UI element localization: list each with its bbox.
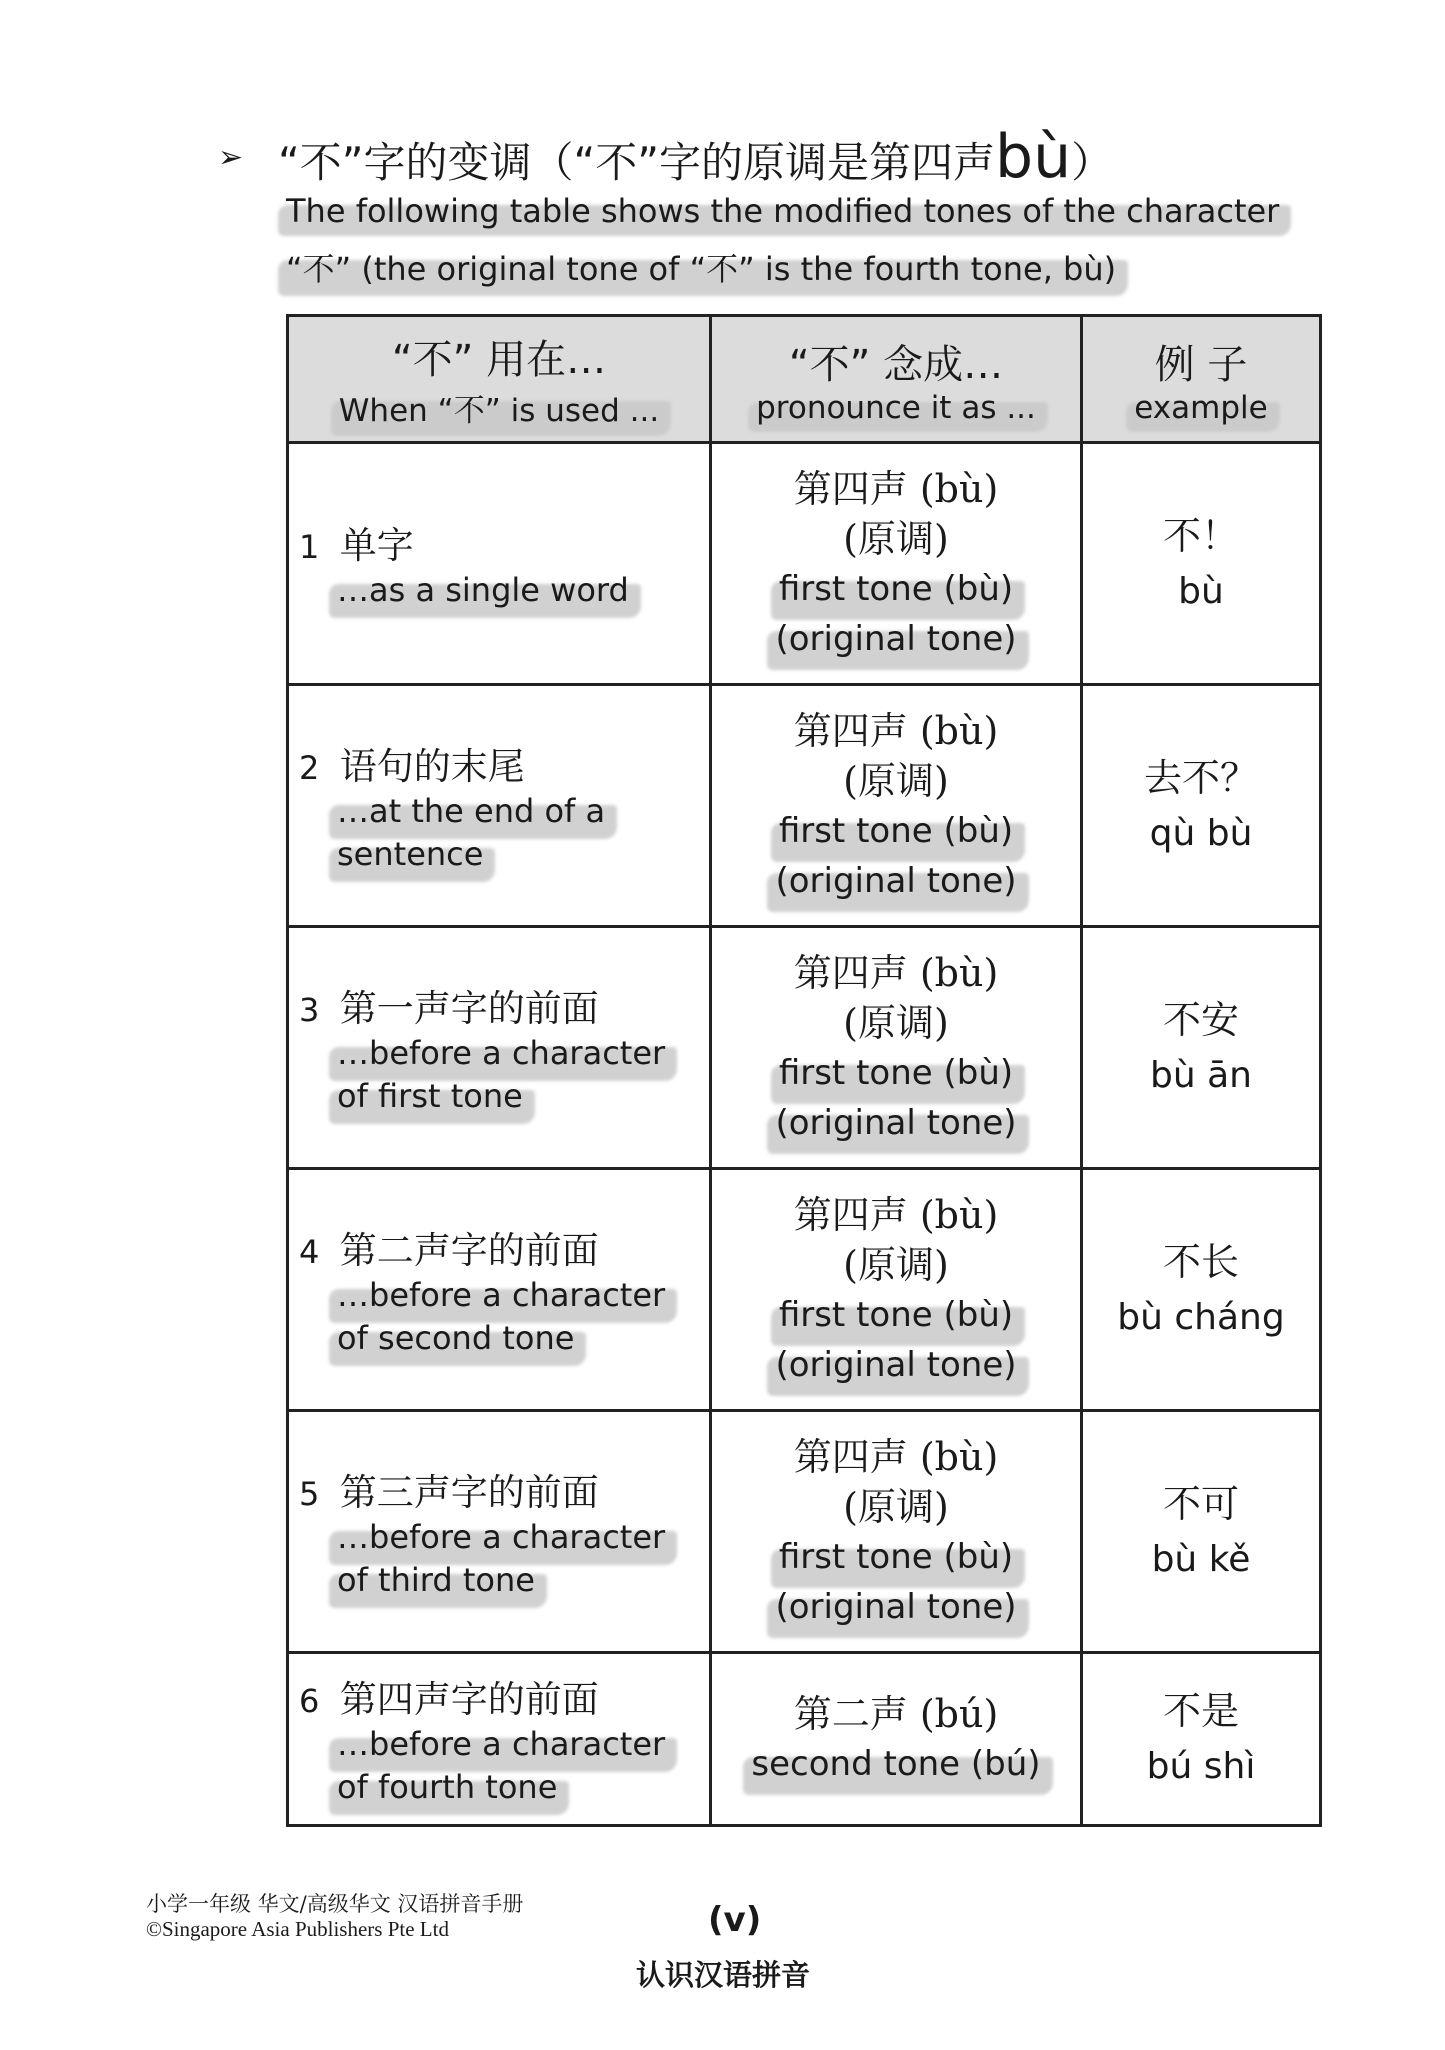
tone-en: first tone (bù) <box>779 1532 1013 1582</box>
row-number: 2 <box>299 748 320 787</box>
tone-zh: 第四声 (bù) <box>793 466 999 511</box>
pronunciation-cell <box>711 443 1082 685</box>
usage-en: of first tone <box>337 1075 523 1118</box>
row-number: 3 <box>299 990 320 1029</box>
row-number: 5 <box>299 1474 320 1513</box>
header-pronounce-as: “不” 念成… pronounce it as ... <box>711 316 1082 443</box>
tone-original-zh: (原调) <box>843 516 949 561</box>
usage-cell <box>288 1411 711 1653</box>
tone-zh: 第二声 (bú) <box>793 1692 999 1736</box>
pronunciation-cell <box>711 927 1082 1169</box>
pronunciation-cell <box>711 1169 1082 1411</box>
tone-en-note: (original tone) <box>775 856 1016 906</box>
example-zh: 不长 <box>1162 1239 1239 1284</box>
tone-sandhi-table <box>286 314 1322 1827</box>
example-pinyin: bù <box>1178 570 1224 612</box>
page-number: (v) <box>708 1900 762 1940</box>
example-zh: 去不？ <box>1143 755 1258 800</box>
row-number: 1 <box>299 528 320 566</box>
usage-en: …before a character <box>337 1723 665 1766</box>
row-number: 4 <box>299 1232 320 1271</box>
table-header-row <box>288 316 1321 443</box>
tone-zh: 第四声 (bù) <box>793 708 999 753</box>
copyright: ©Singapore Asia Publishers Pte Ltd <box>146 1917 449 1941</box>
example-pinyin: bù kě <box>1151 1538 1251 1580</box>
tone-en: first tone (bù) <box>779 806 1013 856</box>
table-row <box>288 1653 1321 1826</box>
table-row <box>288 1169 1321 1411</box>
usage-en: …at the end of a <box>337 790 605 833</box>
header-example: 例 子 example <box>1082 316 1321 443</box>
tone-zh: 第四声 (bù) <box>793 1192 999 1237</box>
tone-zh: 第四声 (bù) <box>793 950 999 995</box>
table-row <box>288 927 1321 1169</box>
heading-text: “不”字的变调（“不”字的原调是第四声 <box>278 138 996 187</box>
usage-cell <box>288 927 711 1169</box>
table-row <box>288 443 1321 685</box>
usage-cell <box>288 1169 711 1411</box>
tone-en-note: (original tone) <box>775 1340 1016 1390</box>
example-pinyin: bù cháng <box>1117 1296 1285 1338</box>
usage-en: …before a character <box>337 1032 665 1075</box>
example-zh: 不是 <box>1162 1689 1239 1733</box>
usage-en: of second tone <box>337 1317 574 1360</box>
example-pinyin: bù ān <box>1150 1054 1252 1096</box>
tone-original-zh: (原调) <box>843 1242 949 1287</box>
example-zh: 不安 <box>1162 997 1239 1042</box>
example-cell <box>1082 685 1321 927</box>
example-cell <box>1082 1169 1321 1411</box>
usage-zh: 单字 <box>339 524 414 567</box>
usage-cell <box>288 685 711 927</box>
tone-en: second tone (bú) <box>751 1739 1040 1789</box>
usage-zh: 第三声字的前面 <box>339 1470 599 1514</box>
usage-cell <box>288 443 711 685</box>
tone-en: first tone (bù) <box>779 1290 1013 1340</box>
pronunciation-cell <box>711 685 1082 927</box>
tone-en-note: (original tone) <box>775 1582 1016 1632</box>
example-cell <box>1082 443 1321 685</box>
table-row <box>288 1411 1321 1653</box>
pronunciation-cell <box>711 1653 1082 1826</box>
pronunciation-cell <box>711 1411 1082 1653</box>
tone-zh: 第四声 (bù) <box>793 1434 999 1479</box>
usage-zh: 语句的末尾 <box>339 744 525 788</box>
example-cell <box>1082 1411 1321 1653</box>
usage-zh: 第四声字的前面 <box>339 1678 599 1721</box>
usage-en: …before a character <box>337 1516 665 1559</box>
example-zh: 不可 <box>1162 1481 1239 1526</box>
section-title: 认识汉语拼音 <box>636 1958 811 1992</box>
usage-en: …before a character <box>337 1274 665 1317</box>
tone-original-zh: (原调) <box>843 1484 949 1529</box>
tone-original-zh: (原调) <box>843 1000 949 1045</box>
header-when-used: “不” 用在… When “不” is used ... <box>288 316 711 443</box>
usage-en: of fourth tone <box>337 1766 557 1809</box>
example-zh: 不！ <box>1162 513 1239 558</box>
heading-close: ） <box>1071 138 1114 187</box>
tone-en: first tone (bù) <box>779 564 1013 614</box>
example-pinyin: bú shì <box>1146 1746 1256 1787</box>
usage-zh: 第二声字的前面 <box>339 1228 599 1272</box>
row-number: 6 <box>299 1682 320 1720</box>
table-row <box>288 685 1321 927</box>
usage-en: sentence <box>337 833 483 876</box>
section-heading <box>278 122 1113 192</box>
usage-en: of third tone <box>337 1559 535 1602</box>
book-title: 小学一年级 华文/高级华文 汉语拼音手册 <box>146 1892 524 1916</box>
usage-cell <box>288 1653 711 1826</box>
heading-pinyin: bù <box>995 122 1072 192</box>
example-cell <box>1082 927 1321 1169</box>
arrowhead-bullet-icon: ➢ <box>218 140 244 175</box>
intro-line-1: The following table shows the modified tones of the character <box>286 192 1280 230</box>
usage-zh: 第一声字的前面 <box>339 986 599 1030</box>
tone-en: first tone (bù) <box>779 1048 1013 1098</box>
tone-en-note: (original tone) <box>775 614 1016 664</box>
tone-en-note: (original tone) <box>775 1098 1016 1148</box>
usage-en: …as a single word <box>337 569 629 612</box>
example-pinyin: qù bù <box>1149 812 1253 854</box>
example-cell <box>1082 1653 1321 1826</box>
intro-line-2: “不” (the original tone of “不” is the fourth tone, bù) <box>286 244 1116 290</box>
tone-original-zh: (原调) <box>843 758 949 803</box>
